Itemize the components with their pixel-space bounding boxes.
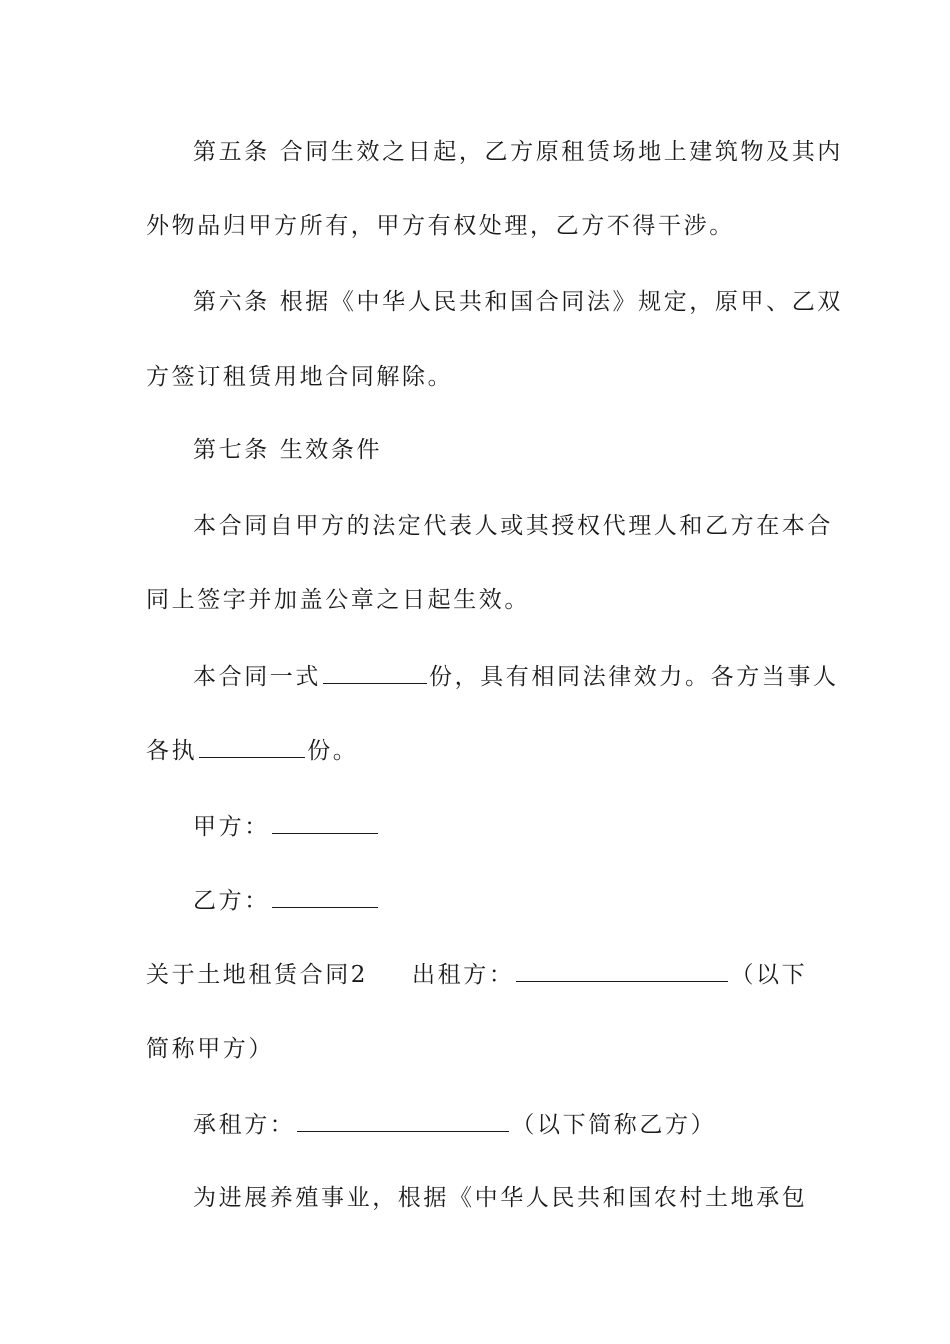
copies-text-a: 本合同一式: [193, 664, 321, 690]
lessor-label: 出租方：: [412, 962, 515, 988]
party-a-blank: [272, 805, 378, 834]
party-b-label: 乙方：: [193, 888, 270, 914]
effect-line-1: 本合同自甲方的法定代表人或其授权代理人和乙方在本合: [193, 513, 833, 539]
lessee-blank: [297, 1103, 509, 1132]
effect-line-2: 同上签字并加盖公章之日起生效。: [146, 587, 530, 613]
copies-each-suffix: 份。: [307, 738, 359, 764]
copies-line-1: [193, 655, 950, 695]
contract-2-title: 关于土地租赁合同2: [146, 962, 369, 988]
party-a-label: 甲方：: [193, 814, 270, 840]
lessor-line-2: 简称甲方）: [146, 1036, 274, 1062]
copies-each-blank: [199, 729, 305, 758]
article-6-line-1: 第六条 根据《中华人民共和国合同法》规定，原甲、乙双: [193, 289, 843, 315]
article-5-line-1: 第五条 合同生效之日起，乙方原租赁场地上建筑物及其内: [193, 139, 843, 165]
party-a-signature: [193, 805, 950, 845]
party-b-blank: [272, 879, 378, 908]
lessee-line: [193, 1103, 950, 1143]
purpose-line-1: 为进展养殖事业，根据《中华人民共和国农村土地承包: [193, 1185, 808, 1211]
article-6-line-2: 方签订租赁用地合同解除。: [146, 364, 454, 390]
article-7-title: 第七条 生效条件: [193, 437, 383, 463]
copies-each-text: 各执: [146, 738, 198, 764]
lessor-suffix: （以下: [730, 962, 808, 988]
article-5-line-2: 外物品归甲方所有，甲方有权处理，乙方不得干涉。: [146, 213, 735, 239]
contract-2-header: [146, 953, 950, 993]
copies-text-b: 份，具有相同法律效力。各方当事人: [429, 664, 839, 690]
copies-line-2: [146, 729, 950, 769]
party-b-signature: [193, 879, 950, 919]
copies-count-blank: [323, 655, 427, 684]
lessee-label: 承租方：: [193, 1112, 296, 1138]
lessor-blank: [516, 953, 728, 982]
lessee-suffix: （以下简称乙方）: [511, 1112, 717, 1138]
